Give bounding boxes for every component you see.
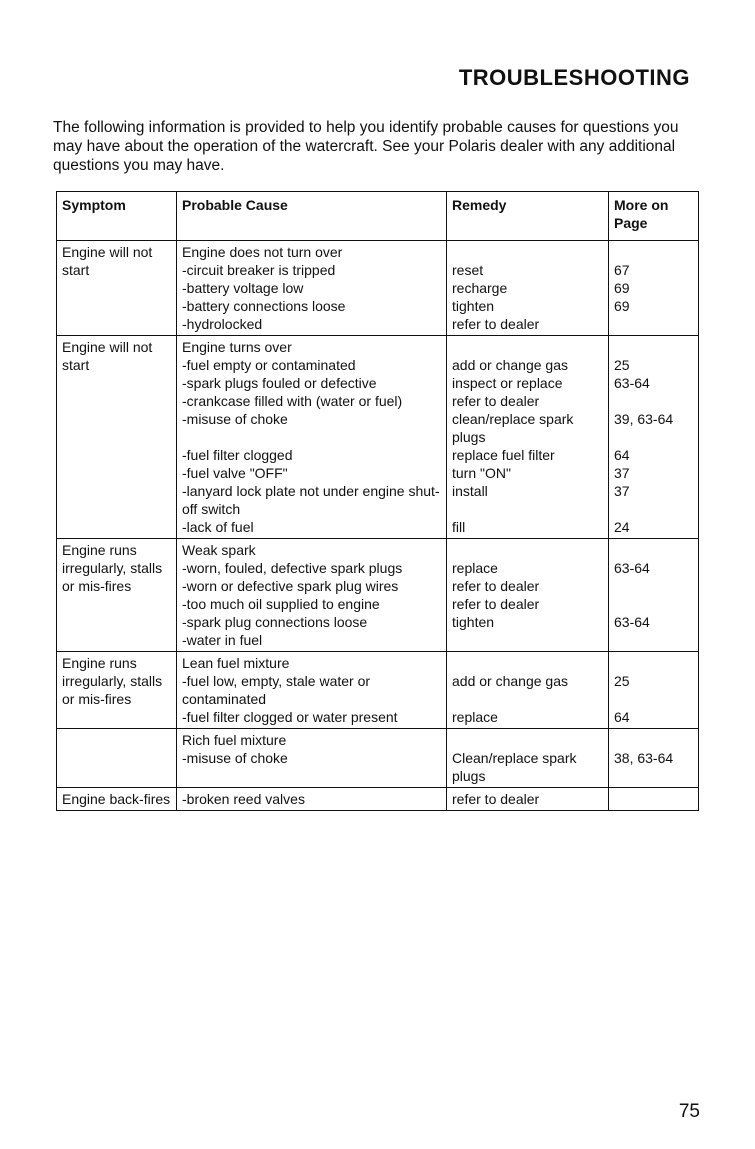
symptom-text: Engine runs irregularly, stalls or mis-fires	[62, 542, 163, 594]
page-ref: 39, 63-64	[614, 411, 674, 427]
cause-cell	[177, 652, 447, 729]
page-title: TROUBLESHOOTING	[458, 65, 690, 90]
remedy-cell	[447, 336, 609, 539]
remedy-item: clean/replace spark plugs	[452, 411, 574, 445]
page-ref: 63-64	[614, 614, 650, 630]
cause-item: -fuel filter clogged	[182, 447, 293, 463]
page-cell	[609, 336, 699, 539]
cause-cell	[177, 729, 447, 788]
remedy-item: add or change gas	[452, 357, 568, 373]
cause-cell	[177, 788, 447, 811]
cause-heading: Engine does not turn over	[182, 244, 343, 260]
cause-item: -worn, fouled, defective spark plugs	[182, 560, 403, 576]
page-cell	[609, 788, 699, 811]
remedy-item: replace	[452, 709, 498, 725]
remedy-item: refer to dealer	[452, 596, 540, 612]
cause-item: -misuse of choke	[182, 411, 288, 427]
table-row	[57, 241, 699, 336]
remedy-item: refer to dealer	[452, 393, 540, 409]
page-ref	[614, 595, 693, 613]
symptom-text: Engine will not start	[62, 339, 153, 373]
cause-item: -fuel valve "OFF"	[182, 465, 288, 481]
cause-item: -worn or defective spark plug wires	[182, 578, 399, 594]
cause-cell	[177, 241, 447, 336]
page-ref: 37	[614, 465, 630, 481]
page-ref	[614, 790, 693, 808]
cause-item: -fuel empty or contaminated	[182, 357, 356, 373]
cause-item: -lack of fuel	[182, 519, 254, 535]
page-ref: 69	[614, 280, 630, 296]
page-ref: 63-64	[614, 375, 650, 391]
header-more-on-page: More on Page	[609, 192, 699, 241]
remedy-item: replace	[452, 560, 498, 576]
remedy-item: reset	[452, 262, 484, 278]
remedy-item: refer to dealer	[452, 791, 540, 807]
remedy-item: refer to dealer	[452, 578, 540, 594]
remedy-item: recharge	[452, 280, 508, 296]
cause-item: -water in fuel	[182, 632, 263, 648]
cause-item: -too much oil supplied to engine	[182, 596, 380, 612]
table-body	[57, 241, 699, 811]
page-cell	[609, 539, 699, 652]
symptom-text: Engine back-fires	[62, 791, 171, 807]
page-cell	[609, 652, 699, 729]
remedy-item: fill	[452, 519, 466, 535]
table-row	[57, 788, 699, 811]
remedy-cell	[447, 788, 609, 811]
spacer	[614, 338, 693, 356]
remedy-cell	[447, 241, 609, 336]
remedy-item: refer to dealer	[452, 316, 540, 332]
cause-cell	[177, 336, 447, 539]
cause-cell	[177, 539, 447, 652]
page-ref: 67	[614, 262, 630, 278]
page-ref: 38, 63-64	[614, 750, 674, 766]
table-row	[57, 652, 699, 729]
cause-item: -broken reed valves	[182, 791, 305, 807]
cause-item: -hydrolocked	[182, 316, 263, 332]
symptom-text: Engine runs irregularly, stalls or mis-fires	[62, 655, 163, 707]
spacer	[452, 243, 603, 261]
troubleshooting-table	[56, 191, 699, 811]
symptom-cell	[57, 241, 177, 336]
page-ref: 37	[614, 483, 630, 499]
spacer	[452, 731, 603, 749]
remedy-item: tighten	[452, 298, 495, 314]
remedy-item: turn "ON"	[452, 465, 511, 481]
cause-item: -crankcase filled with (water or fuel)	[182, 393, 403, 409]
remedy-item: inspect or replace	[452, 375, 563, 391]
remedy-item: add or change gas	[452, 673, 568, 689]
page-ref: 63-64	[614, 560, 650, 576]
page-ref	[614, 392, 693, 410]
cause-item: -misuse of choke	[182, 750, 288, 766]
cause-item: -battery voltage low	[182, 280, 304, 296]
spacer	[614, 731, 693, 749]
page-ref: 24	[614, 519, 630, 535]
remedy-cell	[447, 539, 609, 652]
symptom-cell	[57, 336, 177, 539]
spacer	[452, 541, 603, 559]
table-row	[57, 336, 699, 539]
page-ref: 69	[614, 298, 630, 314]
remedy-cell	[447, 652, 609, 729]
cause-heading: Engine turns over	[182, 339, 292, 355]
cause-heading: Rich fuel mixture	[182, 732, 287, 748]
page-cell	[609, 729, 699, 788]
symptom-text: Engine will not start	[62, 244, 153, 278]
spacer	[452, 338, 603, 356]
page-ref: 64	[614, 709, 630, 725]
symptom-cell	[57, 539, 177, 652]
cause-item: -circuit breaker is tripped	[182, 262, 336, 278]
cause-item: -lanyard lock plate not under engine shut-off switch	[182, 483, 440, 517]
symptom-cell	[57, 729, 177, 788]
remedy-item: tighten	[452, 614, 495, 630]
table-row	[57, 729, 699, 788]
page-ref: 25	[614, 357, 630, 373]
remedy-item: replace fuel filter	[452, 447, 555, 463]
spacer	[614, 243, 693, 261]
table-header-row	[57, 192, 699, 241]
header-symptom: Symptom	[57, 192, 177, 241]
spacer	[614, 541, 693, 559]
cause-item: -spark plugs fouled or defective	[182, 375, 377, 391]
remedy-item: install	[452, 483, 488, 499]
remedy-cell	[447, 729, 609, 788]
header-remedy: Remedy	[447, 192, 609, 241]
cause-heading: Lean fuel mixture	[182, 655, 290, 671]
table-row	[57, 539, 699, 652]
spacer	[452, 654, 603, 672]
header-probable-cause: Probable Cause	[177, 192, 447, 241]
cause-heading: Weak spark	[182, 542, 256, 558]
page-ref	[614, 315, 693, 333]
intro-paragraph: The following information is provided to help you identify probable causes for questions you may have about the operation of the watercraft. See your Polaris dealer with any additional questions you may have.	[53, 119, 679, 174]
page-cell	[609, 241, 699, 336]
remedy-item: Clean/replace spark plugs	[452, 750, 577, 784]
page-ref	[614, 577, 693, 595]
symptom-cell	[57, 788, 177, 811]
spacer	[614, 654, 693, 672]
page-ref	[614, 631, 693, 649]
page-number: 75	[678, 1101, 700, 1122]
page-ref: 64	[614, 447, 630, 463]
cause-item: -fuel low, empty, stale water or contaminated	[182, 673, 371, 707]
symptom-cell	[57, 652, 177, 729]
cause-item: -fuel filter clogged or water present	[182, 709, 398, 725]
cause-item: -battery connections loose	[182, 298, 346, 314]
page-ref: 25	[614, 673, 630, 689]
remedy-item	[452, 631, 603, 649]
cause-item: -spark plug connections loose	[182, 614, 368, 630]
